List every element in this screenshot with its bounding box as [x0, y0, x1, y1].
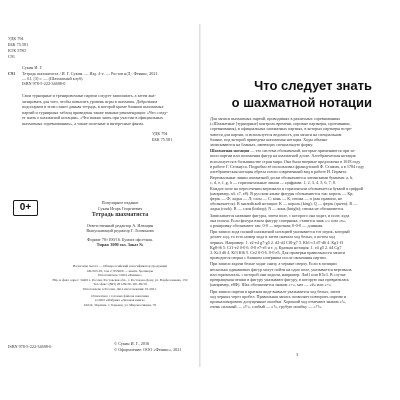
author-full: Сукин Игорь Георгиевич	[97, 206, 143, 211]
text-line: писи партии или положения фигур на шахматной доске. Алгебраическая нотация	[210, 153, 356, 159]
copyright-line: © Оформление: ООО «Феникс», 2021	[114, 347, 182, 352]
credit-line: Ответственный редактор А. Илющин	[86, 223, 154, 228]
publisher-line: ОК 005-93, том 2; 953000 — книги, брошюры	[86, 268, 154, 273]
text-line: При записи партии в кратком виде вначале указывается ход белых, затем	[210, 288, 341, 294]
term-bold: Шахматная нотация	[210, 148, 250, 154]
author-line: Сукин И. Г.	[22, 65, 43, 70]
text-line: делает ход, то есть номер хода и затем сначала ход белых, а потом ход	[210, 234, 335, 240]
publisher-line: Юр. и факт. адрес: 344011, Россия, Ростовская обл., г. Ростов-на-Дону, ул. Варфоломеева, 150	[52, 277, 188, 282]
text-line: Для записи шахматных партий, проводимых в различных соревнованиях	[210, 116, 341, 121]
publisher-line: 61024, Украина, г. Харьков, ул. Мироносицкая, 79	[84, 302, 156, 307]
text-line: проанализировать допущенные ошибки. Хороший ход отмечают знаком «!»,	[210, 298, 347, 304]
isbn-bottom: ISBN 978-5-222-34698-0	[8, 344, 52, 349]
udk-top: УДК 794	[8, 36, 24, 41]
text-line: превращения пешки в фигуру указывают фигуру, в которую она превратилась	[210, 277, 350, 283]
paragraph	[210, 213, 390, 229]
biblio-line: ISBN 978-5-222-34698-0	[22, 81, 66, 86]
chapter-title-line1: Что следует знать	[254, 78, 372, 93]
publisher-line: в ООО «Фабрика «Деловая книга»	[95, 298, 145, 303]
credit-line: Выпускающий редактор Г. Логвинова	[86, 228, 154, 233]
code-side: С91	[8, 71, 16, 76]
publisher-line: Отпечатано с готовых файлов заказчика	[91, 293, 149, 298]
text-line: Каждое поле на пересечении вертикали и горизонтали обозначается буквой и цифрой	[210, 185, 364, 191]
text-line: Вертикальные линии шахматной доски обозначаются латинскими буквами: a, b,	[210, 175, 354, 181]
text-line: записываются на бланках, имеющих специальную форму.	[210, 142, 314, 148]
annotation-line: ет знать о шахматной нотации», «Что важно знать при участии в официальных	[22, 115, 163, 121]
bbk-top: ББК 75.581	[8, 42, 29, 47]
copyright-line: © Сукин И. Г., 2016	[114, 341, 150, 346]
right-page	[202, 24, 398, 367]
publisher-line: Налоговая льгота — Общероссийский классификатор продукции	[72, 264, 168, 268]
text-line: в работе Г. Сельнуса. Подробно её использовал французский Ф. Стамма, а в 1784 году	[210, 163, 365, 169]
text-line: черных. Например: 1. e2-e4 g7-g5 2. d2-d4 Сf8-g7 3. Кb1-c3 d7-d6 4. Кg1-f3	[210, 239, 344, 245]
text-line: Кg8-f6 5. Сf1-e2 0-0 6. 0-0 e7-e5 и т. д. Краткая нотация: 1. e4 g5 2. d4 Сg7	[210, 244, 342, 250]
text-line: 3. Кc3 d6 4. Кf3 Кf6 5. Сe2 0-0 6. 0-0 e5. Для проверки правильности записи	[210, 250, 345, 256]
annotation-line: Свои турнирные и тренировочные партии следует записывать, а затем ана-	[22, 93, 156, 98]
paragraph	[210, 116, 390, 147]
biblio-line: Тетрадь шахматиста / И. Г. Сукин. — Изд. 4-е. — Ростов н/Д : Феникс, 2021.	[22, 71, 159, 76]
page-number: 3	[296, 352, 299, 357]
text-line: ход черных через пробел. Правильная запись позволяет повторить партию и	[210, 293, 347, 299]
text-line: (например, e8Ф). Шах обозначается знаком «+», мат — «#» или «×».	[210, 282, 333, 288]
text-line: соревнования), в официальных шахматных партиях, в которых партнеры встре-	[210, 126, 353, 132]
book-spine	[199, 24, 201, 367]
text-line: используется в большинстве стран мира. Она была впервые предложена в 1618 году	[210, 158, 361, 164]
text-line: или горизонталь, с которой они ходили, например: Лad1 или К5c3. В случае	[210, 271, 346, 277]
print-line: Формат 70×100/16. Бумага офсетная.	[87, 237, 153, 242]
text-line: ладья (rook); B — слон (bishop); N — конь (knight); пешка не обозначается.	[210, 206, 345, 212]
paragraph	[210, 175, 390, 211]
edition-type: Популярное издание	[101, 200, 139, 205]
paragraph	[210, 289, 390, 310]
text-line: очень сильный — «!!», слабый — «?», грубую ошибку — «??».	[210, 304, 323, 310]
paragraph	[210, 229, 390, 260]
publisher-line: Изготовитель: ООО «Феникс»	[98, 273, 142, 278]
text-run: — это система обозначений, которые применяются при за-	[249, 148, 356, 154]
code-top: С91	[8, 54, 15, 59]
left-page	[2, 24, 198, 367]
text-line: При записи задачи белые ходят снизу, а черные сверху. Если в позиции	[210, 261, 337, 267]
chapter-title-line2: о шахматной нотации	[231, 95, 372, 110]
text-line: c, d, e, f, g, h — горизонтальные линии — цифрами: 1, 2, 3, 4, 5, 6, 7, 8.	[210, 180, 336, 186]
publisher-line: Изготовлено в России. Дата изготовления: 01.2021.	[83, 286, 157, 291]
biblio-block	[22, 71, 159, 86]
annotation-line: шахматных соревнованиях», а также полезные и интересные факты.	[22, 120, 145, 126]
text-line: бланке, под которой приведена шахматная нотация. Ходы обычно	[210, 136, 328, 142]
text-line: алгебраическая нотация обрела почти современный вид в работе И. Гирвата.	[210, 169, 348, 175]
bbk-bottom: ББК 75.581	[152, 137, 173, 142]
paragraph	[210, 148, 390, 174]
text-line: несколько одинаковых фигур могут пойти на одно поле, указывается вертикаль	[210, 266, 352, 272]
text-line: При записи хода полной шахматной нотацией указывается тот игрок, который	[210, 229, 350, 235]
text-line: («Шахматные [турнирные] контроль времени, игровые партнеры, противники,	[210, 121, 351, 127]
age-rating-badge: 0+	[13, 200, 38, 216]
ktk-top: КТК 5780	[8, 48, 26, 53]
udk-bottom: УДК 794	[152, 131, 168, 136]
text-line: чаются для партии, и используется ведомость для записи на специальном	[210, 131, 342, 137]
annotation-block	[22, 93, 194, 127]
book-title: Тетрадь шахматиста	[91, 212, 149, 218]
annotation-line: лизировать для того, чтобы повысить уровень игры в шахматы. Добротным	[22, 98, 157, 104]
text-line: а рокировку обозначают так: 0-0 — короткая; 0-0-0 — длинная.	[210, 223, 324, 229]
publisher-line: Тел./факс: (863) 261-89-50, 261-89-59	[93, 282, 147, 287]
body-text	[210, 116, 390, 309]
paragraph	[210, 261, 390, 287]
annotation-line: партий и турнирных таблиц приведены также важные рекомендации: «Что следу-	[22, 109, 169, 115]
text-line: проводится сверка с бланком соперника после окончания партии.	[210, 255, 327, 261]
text-line: ферзь — Ф; ладья — Л; слон — С; конь — К; пешка — п (как правило, не	[210, 196, 343, 202]
biblio-line: — 61, [3] с. — (Шахматный клуб).	[22, 76, 84, 81]
print-line: Тираж 3000 экз. Заказ №	[96, 242, 144, 247]
text-line: она пошла. Если фигура взяла фигуру соперника, ставится знак «:» или «x»,	[210, 217, 347, 223]
imprint-block	[42, 200, 198, 247]
annotation-line: подспорьем в этом станет данная тетрадь, в которой кроме бланков шахматных	[22, 104, 164, 110]
publisher-block	[42, 264, 198, 307]
text-line: (например, a4, c7, e8). В русском языке фигуры обозначаются так: король — Кр;	[210, 190, 354, 196]
text-line: обозначается). В английской нотации: K — король (king); Q — ферзь (queen); R —	[210, 201, 358, 207]
text-line: Записывается название фигуры, затем поле, с которого она ходит, и поле, куда	[210, 212, 350, 218]
